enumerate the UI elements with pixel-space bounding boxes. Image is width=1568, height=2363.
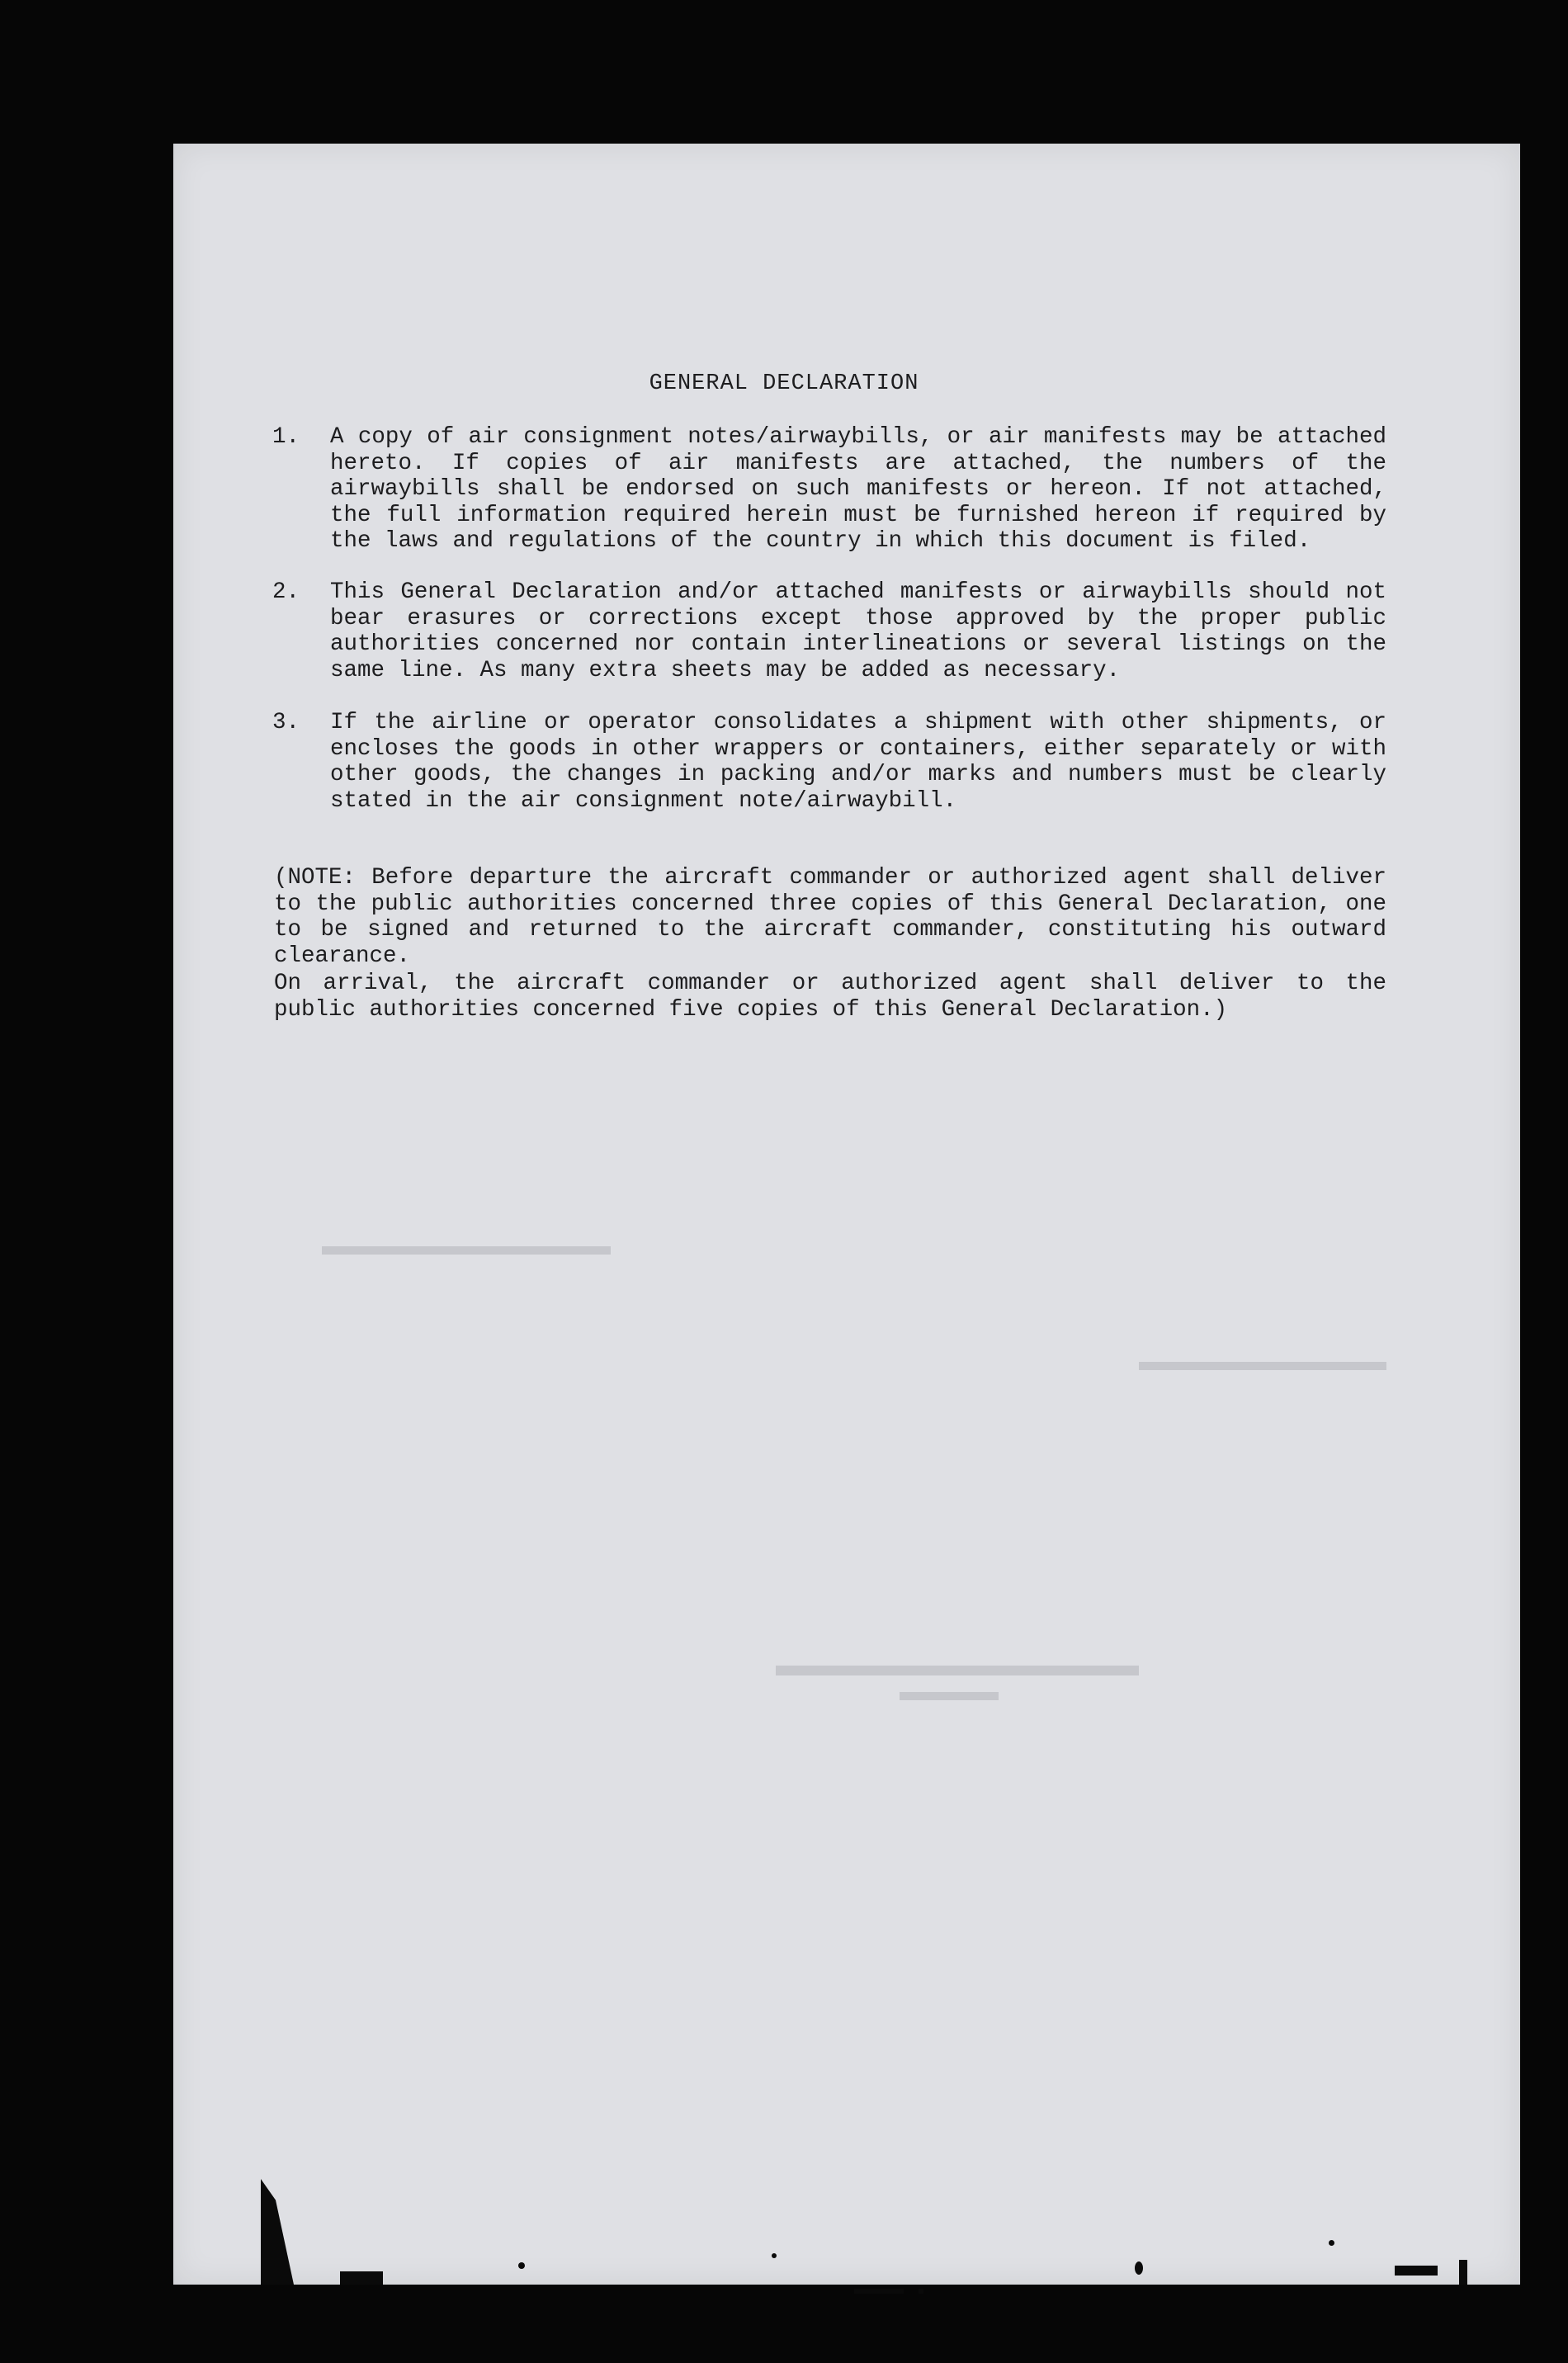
scan-speck [919,2289,923,2294]
bleed-through-mark [776,1666,1139,1675]
item-text: If the airline or operator consolidates a shipment with other shipments, or encloses the goods in other wrappers or containers, either separately or with other goods, the changes in packing and/or marks and numbers must be clearly stated in the air consignment note/airwaybill. [330,710,1386,814]
scan-speck [1459,2260,1467,2285]
note-arrival: On arrival, the aircraft commander or authorized agent shall deliver to the public authorities concerned five copies of this General Declaration.) [274,971,1386,1023]
scan-speck [518,2262,525,2269]
bleed-through-mark [322,1246,611,1255]
bleed-through-mark [1139,1362,1386,1370]
note-departure: (NOTE: Before departure the aircraft commander or authorized agent shall deliver to the public authorities concerned three copies of this General Declaration, one to be signed and returned to the aircraft commander, constituting his outward clearance. [274,865,1386,969]
declaration-item-2 [272,579,1386,685]
scan-speck [772,2253,777,2258]
document-title: GENERAL DECLARATION [649,371,919,396]
scan-speck [1135,2261,1143,2275]
declaration-item-1 [272,424,1386,556]
bleed-through-mark [900,1692,999,1700]
scan-speck [1329,2240,1334,2246]
declaration-item-3 [272,710,1386,815]
item-number: 2. [272,579,300,605]
scan-speck [854,2289,904,2294]
item-number: 3. [272,710,300,735]
item-text: A copy of air consignment notes/airwaybills, or air manifests may be attached hereto. If copies of air manifests are attached, the numbers of the airwaybills shall be endorsed on such manifests or hereon. If not attached, the full information required herein must be furnished hereon if required by the laws and regulations of the country in which this document is filed. [330,424,1386,554]
item-text: This General Declaration and/or attached manifests or airwaybills should not bear erasures or corrections except those approved by the proper public authorities concerned nor contain interlineations or several listings on the same line. As many extra sheets may be added as necessary. [330,579,1386,683]
item-number: 1. [272,424,300,450]
scan-speck [1395,2266,1438,2276]
scan-speck [340,2271,383,2285]
